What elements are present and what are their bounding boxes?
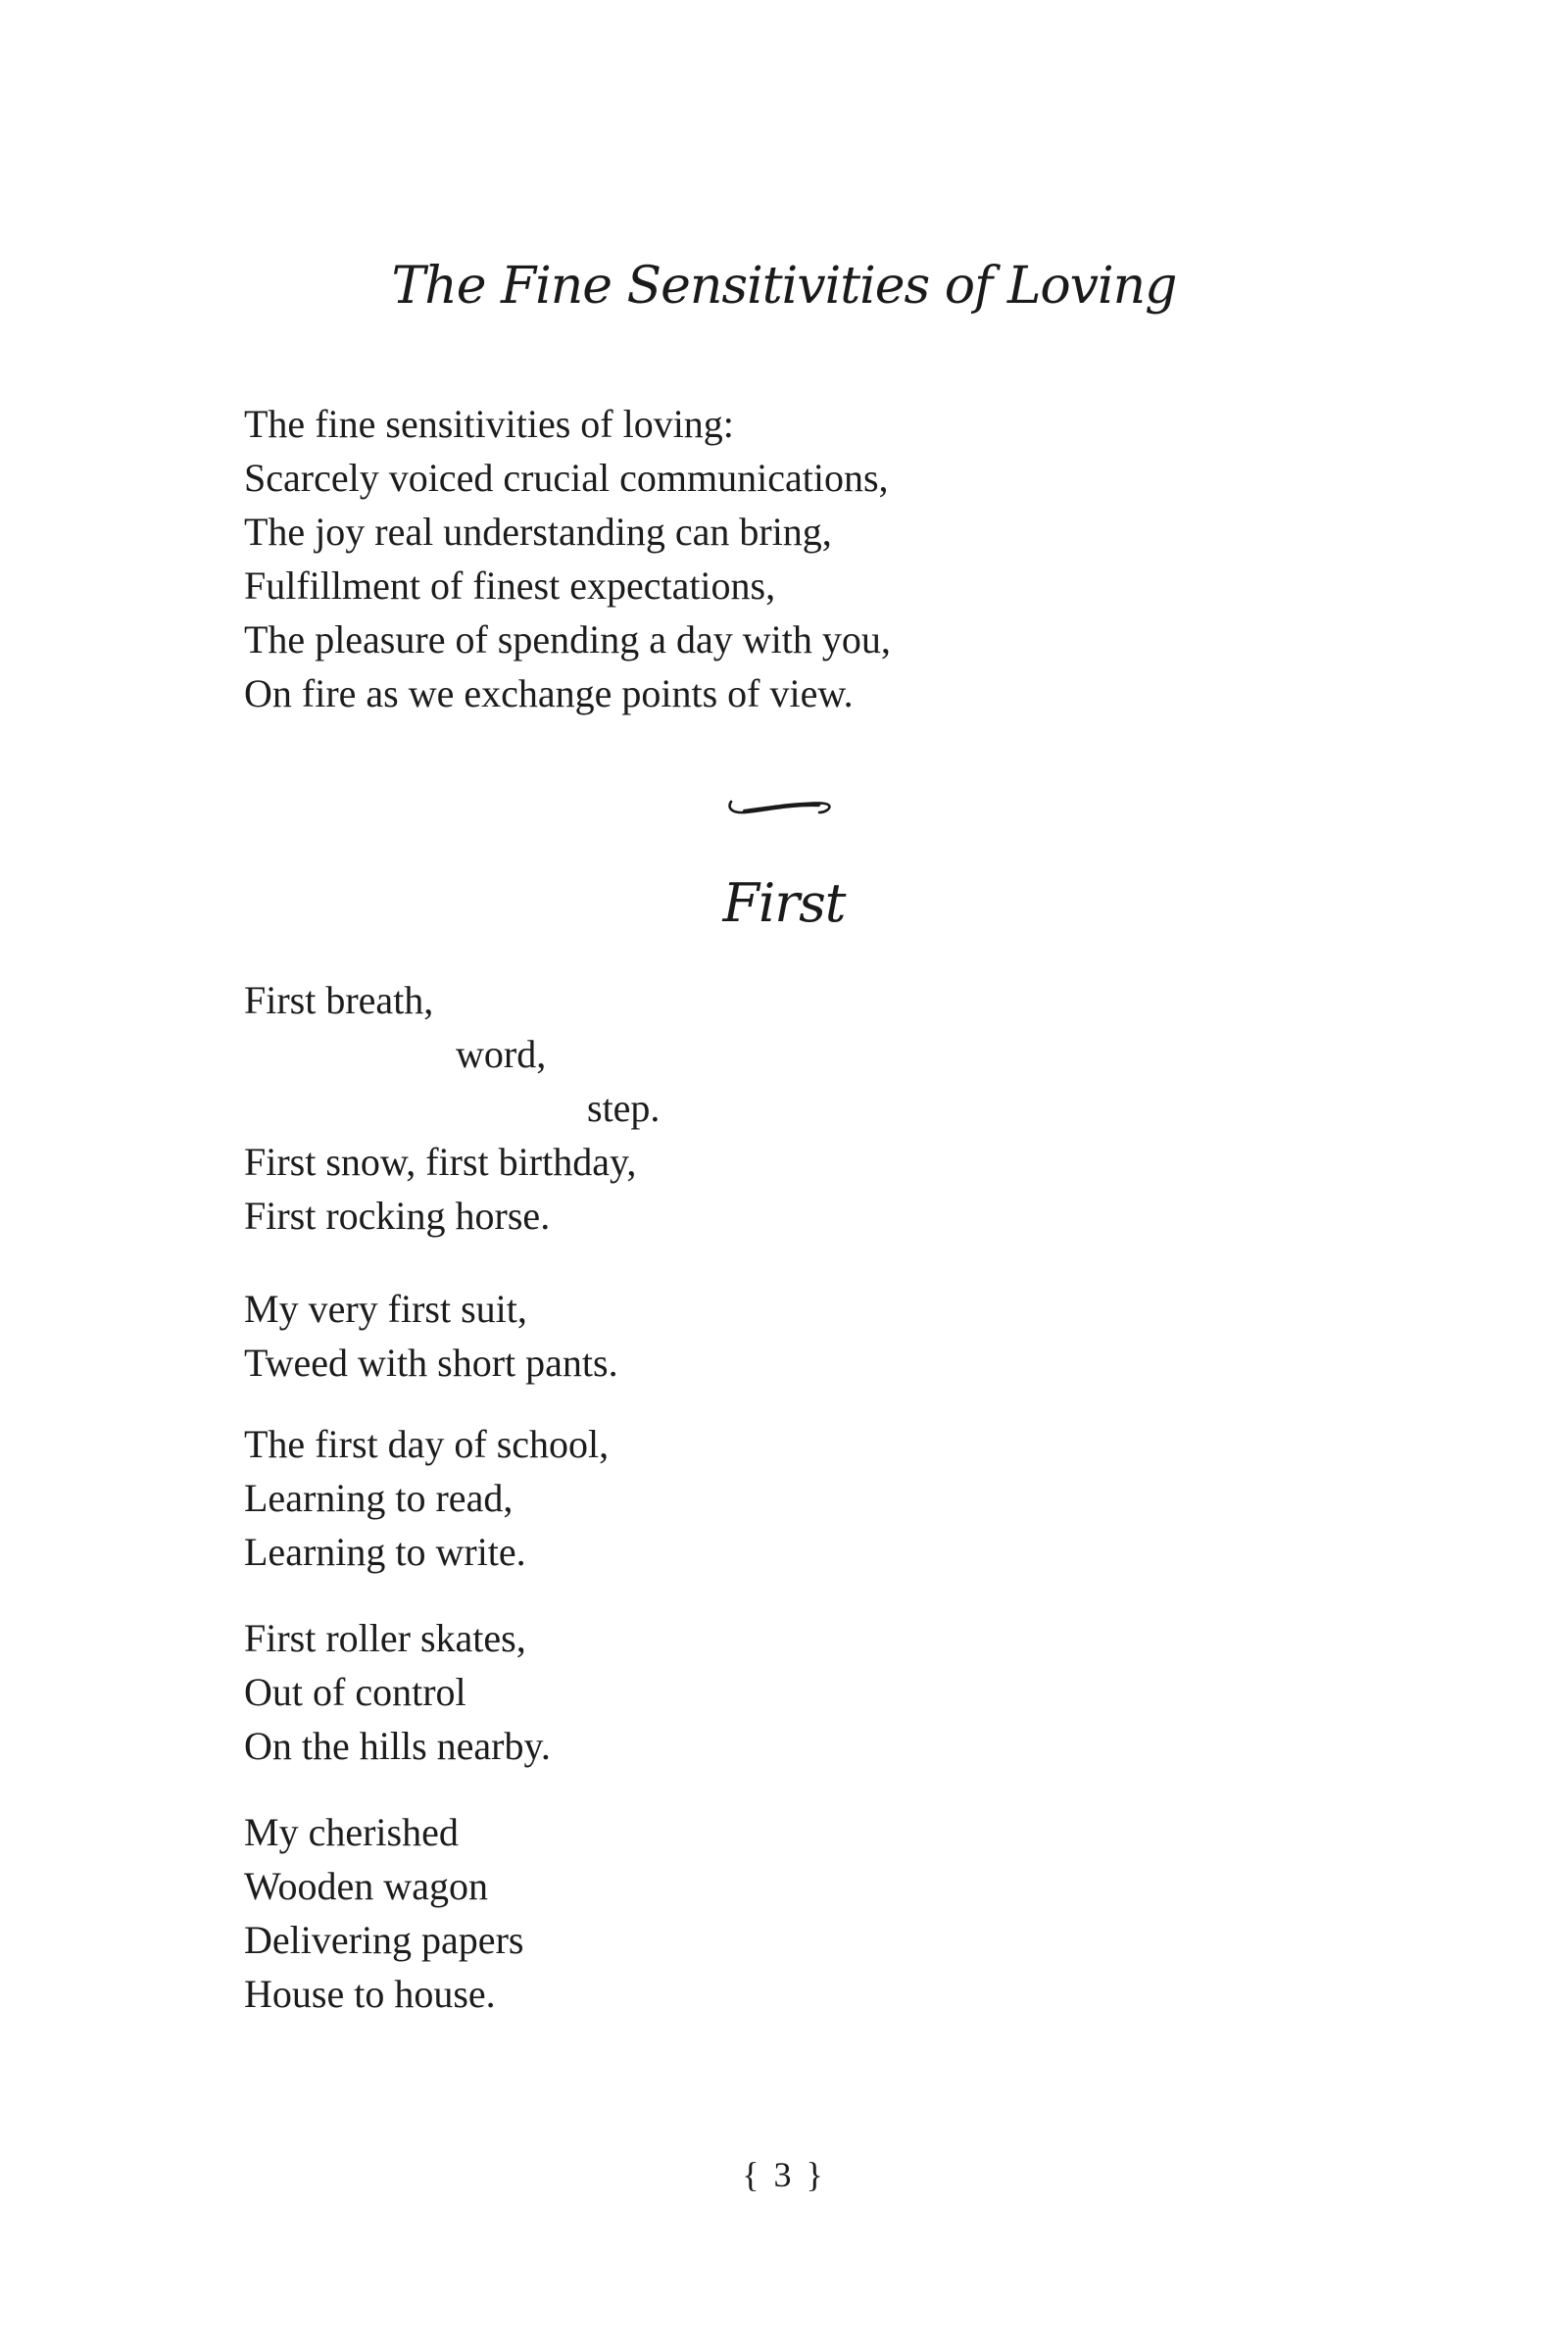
poem-line: Wooden wagon bbox=[244, 1864, 488, 1908]
poem-line: Delivering papers bbox=[244, 1918, 524, 1962]
poem-2-stanza-1 bbox=[244, 973, 660, 1243]
poem-2-stanza-3 bbox=[244, 1417, 609, 1579]
poem-2-stanza-2 bbox=[244, 1282, 618, 1390]
poem-line: Fulfillment of finest expectations, bbox=[244, 564, 776, 608]
poem-line: The pleasure of spending a day with you, bbox=[244, 617, 891, 662]
poem-line: First breath, bbox=[244, 978, 434, 1022]
poem-line: Learning to read, bbox=[244, 1476, 514, 1520]
flourish-divider-icon bbox=[725, 794, 838, 823]
poem-line: On fire as we exchange points of view. bbox=[244, 671, 854, 715]
poem-1-stanza-1 bbox=[244, 397, 891, 720]
poem-line: The first day of school, bbox=[244, 1422, 610, 1466]
poem-line: First snow, first birthday, bbox=[244, 1140, 637, 1184]
poem-line: House to house. bbox=[244, 1972, 496, 2016]
poem-line: Tweed with short pants. bbox=[244, 1341, 618, 1385]
poem-line: First roller skates, bbox=[244, 1616, 526, 1660]
poem-line: On the hills nearby. bbox=[244, 1724, 551, 1768]
poem-line: My very first suit, bbox=[244, 1287, 527, 1331]
poem-line: My cherished bbox=[244, 1810, 459, 1854]
poem-line: Scarcely voiced crucial communications, bbox=[244, 456, 889, 500]
poem-2-stanza-4 bbox=[244, 1611, 551, 1773]
poem-line: Learning to write. bbox=[244, 1530, 526, 1574]
poem-line: The fine sensitivities of loving: bbox=[244, 402, 734, 446]
poem-line: Out of control bbox=[244, 1670, 466, 1714]
poem-title-first: First bbox=[722, 872, 846, 934]
poem-line: The joy real understanding can bring, bbox=[244, 510, 832, 554]
page-number: { 3 } bbox=[742, 2155, 826, 2194]
poem-title-fine-sensitivities: The Fine Sensitivities of Loving bbox=[391, 257, 1177, 316]
poem-line: First rocking horse. bbox=[244, 1194, 551, 1238]
poem-line: step. bbox=[587, 1086, 661, 1130]
poem-2-stanza-5 bbox=[244, 1805, 523, 2021]
poem-line: word, bbox=[456, 1032, 547, 1076]
